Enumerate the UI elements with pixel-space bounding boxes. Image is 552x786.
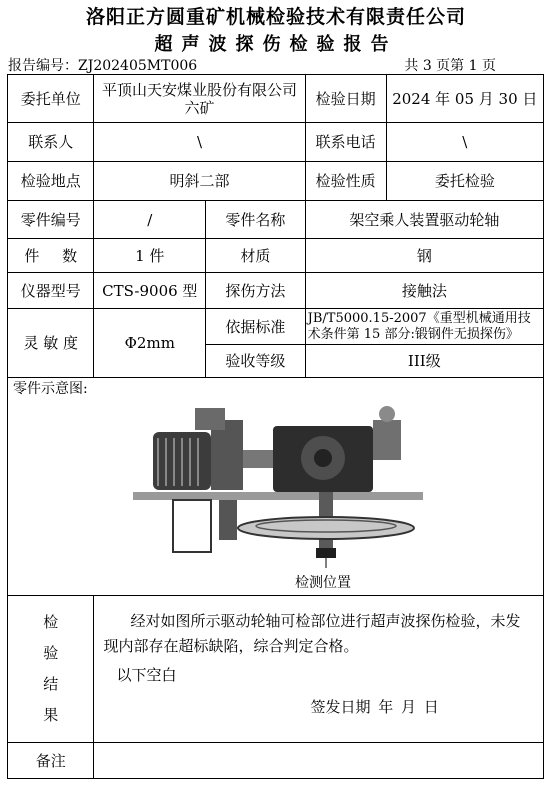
result-text-cell (94, 596, 544, 743)
nature-cell (305, 162, 543, 201)
client-label: 委托单位 (8, 75, 94, 123)
result-text-line2: 现内部存在超标缺陷，综合判定合格。 (103, 637, 359, 655)
result-label-char: 结 (43, 675, 59, 693)
pressure-gauge (379, 406, 395, 422)
brake-bracket (173, 500, 211, 552)
report-number (8, 55, 197, 75)
diagram-label: 零件示意图: (13, 381, 88, 397)
result-label (8, 596, 94, 743)
form-row (8, 273, 544, 309)
form-row (8, 743, 544, 779)
phone-label: 联系电话 (306, 123, 387, 161)
contact-label: 联系人 (8, 123, 94, 162)
form-row (8, 309, 544, 345)
phone-cell (305, 123, 543, 162)
form-row (8, 123, 544, 162)
result-label-char: 验 (43, 644, 59, 662)
report-number-value: ZJ202405MT006 (78, 58, 198, 74)
report-title: 超声波探伤检验报告 (154, 34, 398, 55)
page-count: 共 3 页第 1 页 (404, 58, 496, 74)
oil-pump (373, 420, 401, 460)
part-name-label: 零件名称 (206, 201, 306, 239)
form-row (8, 162, 544, 201)
part-no-value: / (94, 201, 206, 239)
qty-label: 件 数 (8, 239, 94, 273)
part-name-value: 架空乘人装置驱动轮轴 (305, 201, 543, 239)
gearbox-hub (314, 449, 332, 467)
detection-position-marker (316, 548, 336, 558)
form-row (8, 239, 544, 273)
location-label: 检验地点 (8, 162, 94, 201)
date-cell (305, 75, 543, 123)
inspect-date-label: 检验日期 (306, 75, 387, 122)
phone-value: \ (462, 133, 468, 151)
material-label: 材质 (206, 239, 306, 273)
sensitivity-value: Φ2mm (94, 309, 206, 378)
form-row (8, 378, 544, 596)
form-row (8, 75, 544, 123)
coupling (243, 450, 273, 468)
motor-flange (211, 420, 243, 490)
method-label: 探伤方法 (206, 273, 306, 309)
instrument-value: CTS-9006 型 (94, 273, 206, 309)
grade-label: 验收等级 (206, 345, 306, 378)
company-name: 洛阳正方圆重矿机械检验技术有限责任公司 (85, 6, 466, 28)
diagram-cell (8, 378, 544, 596)
form-row (8, 201, 544, 239)
qty-value: 1 件 (94, 239, 206, 273)
drive-wheel-drawing (133, 400, 423, 568)
part-no-label: 零件编号 (8, 201, 94, 239)
result-label-char: 果 (43, 706, 59, 724)
base-frame (133, 492, 423, 500)
remarks-label: 备注 (8, 743, 94, 779)
location-value: 明斜二部 (94, 162, 305, 201)
report-number-label: 报告编号： (8, 58, 78, 74)
result-text-line1: 经对如图所示驱动轮轴可检部位进行超声波探伤检验，未发 (130, 612, 521, 630)
terminal-box (195, 408, 225, 430)
sensitivity-label: 灵 敏 度 (8, 309, 94, 378)
form-row (8, 596, 544, 743)
inspection-form (7, 74, 544, 779)
instrument-label: 仪器型号 (8, 273, 94, 309)
result-label-char: 检 (43, 613, 59, 631)
nature-label: 检验性质 (306, 162, 387, 200)
grade-value: III级 (305, 345, 543, 378)
standard-value: JB/T5000.15-2007《重型机械通用技术条件第 15 部分:锻钢件无损探伤》 (305, 309, 543, 345)
sign-date: 签发日期 年 月 日 (310, 698, 439, 716)
standard-label: 依据标准 (206, 309, 306, 345)
blank-note: 以下空白 (116, 666, 177, 684)
method-value: 接触法 (305, 273, 543, 309)
detection-position-caption: 检测位置 (295, 575, 351, 591)
nature-value: 委托检验 (434, 172, 495, 190)
remarks-value (94, 743, 544, 779)
client-value: 平顶山天安煤业股份有限公司六矿 (94, 75, 305, 123)
contact-value: \ (94, 123, 305, 162)
material-value: 钢 (305, 239, 543, 273)
inspect-date-value: 2024 年 05 月 30 日 (392, 89, 538, 108)
support-leg (219, 500, 237, 540)
